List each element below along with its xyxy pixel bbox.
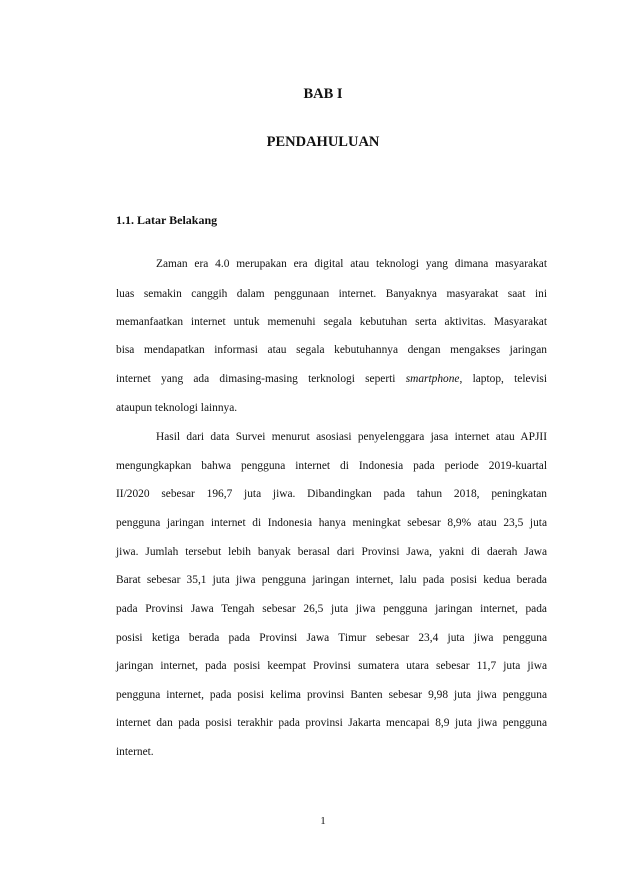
italic-term: smartphone — [405, 373, 460, 385]
paragraph-line: luas semakin canggih dalam penggunaan internet. Banyaknya masyarakat saat ini — [116, 288, 547, 300]
paragraph-line: Zaman era 4.0 merupakan era digital atau teknologi yang dimana masyarakat — [156, 258, 547, 270]
paragraph-line: internet dan pada posisi terakhir pada provinsi Jakarta mencapai 8,9 juta jiwa pengguna — [116, 717, 547, 729]
chapter-title: PENDAHULUAN — [266, 134, 380, 150]
page-number: 1 — [320, 815, 326, 827]
paragraph-line: pengguna internet, pada posisi kelima provinsi Banten sebesar 9,98 juta jiwa pengguna — [116, 689, 547, 701]
paragraph-text: internet yang ada dimasing-masing terknologi seperti — [116, 373, 406, 385]
chapter-number: BAB I — [303, 86, 343, 102]
paragraph-line: internet. — [116, 746, 154, 758]
paragraph-line: posisi ketiga berada pada Provinsi Jawa Timur sebesar 23,4 juta jiwa pengguna — [116, 632, 547, 644]
paragraph-line: ataupun teknologi lainnya. — [116, 402, 238, 414]
section-heading: 1.1. Latar Belakang — [116, 213, 218, 227]
paragraph-line: pada Provinsi Jawa Tengah sebesar 26,5 juta jiwa pengguna jaringan internet, pada — [116, 603, 547, 615]
paragraph-line: bisa mendapatkan informasi atau segala kebutuhannya dengan mengakses jaringan — [116, 344, 547, 356]
paragraph-line: Barat sebesar 35,1 juta jiwa pengguna jaringan internet, lalu pada posisi kedua berada — [116, 574, 547, 586]
paragraph-line: jaringan internet, pada posisi keempat Provinsi sumatera utara sebesar 11,7 juta jiwa — [116, 660, 547, 672]
paragraph-line: jiwa. Jumlah tersebut lebih banyak berasal dari Provinsi Jawa, yakni di daerah Jawa — [116, 546, 547, 558]
paragraph-line — [116, 372, 547, 386]
paragraph-line: pengguna jaringan internet di Indonesia hanya meningkat sebesar 8,9% atau 23,5 juta — [116, 517, 547, 529]
paragraph-text: , laptop, televisi — [459, 373, 548, 385]
paragraph-line: II/2020 sebesar 196,7 juta jiwa. Dibandingkan pada tahun 2018, peningkatan — [116, 488, 547, 500]
paragraph-line: mengungkapkan bahwa pengguna internet di Indonesia pada periode 2019-kuartal — [116, 460, 547, 472]
paragraph-line: memanfaatkan internet untuk memenuhi segala kebutuhan serta aktivitas. Masyarakat — [116, 316, 547, 328]
paragraph-line: Hasil dari data Survei menurut asosiasi penyelenggara jasa internet atau APJII — [156, 431, 547, 443]
